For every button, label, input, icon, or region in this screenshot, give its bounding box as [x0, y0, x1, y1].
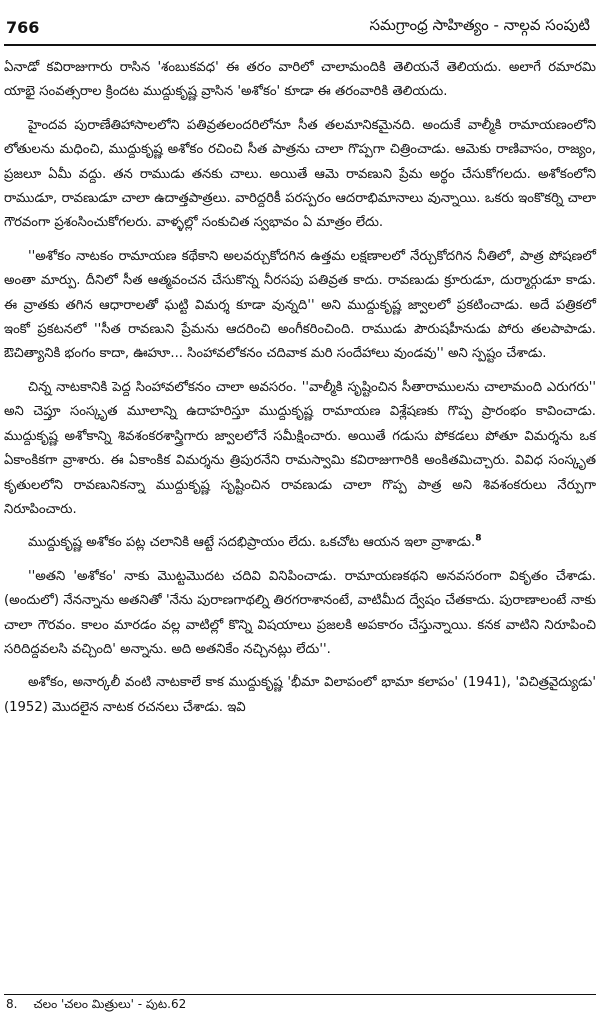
page-header [6, 14, 594, 40]
footnote-text: చలం 'చలం మిత్రులు' - పుట.62 [33, 997, 187, 1011]
footnote-reference: 8 [475, 533, 482, 544]
page-number: 766 [6, 17, 40, 37]
quoted-paragraph [4, 245, 596, 367]
body-text [4, 56, 596, 729]
paragraph [4, 376, 596, 522]
paragraph-text: ''అతని 'అశోకం' నాకు మొట్టమొదట చదివి వినిపించాడు. రామాయణకథని అనవసరంగా వికృతం చేశాడు. (అందులో) నేనన్నాను అతనితో 'నేను పురాణగాథల్ని తిరగరాశానంటే, వాటిమీద ద్వేషం చేతకాదు. పురాణాలంటే నాకు చాలా గౌరవం. కాలం మారడం వల్ల వాటిల్లో కొన్ని విషయాలు ప్రజలకి అపకారం చేస్తున్నాయి. కనక వాటిని నిరూపించి సరిదిద్దవలసి వచ్చింది' అన్నాను. అది అతనికేం నచ్చినట్లు లేదు''. [4, 568, 596, 657]
header-rule [4, 44, 596, 46]
quoted-paragraph [4, 565, 596, 663]
paragraph [4, 531, 596, 555]
footnote [6, 997, 594, 1014]
footnote-rule [4, 994, 596, 995]
paragraph [4, 114, 596, 236]
paragraph [4, 671, 596, 720]
paragraph-text: చిన్న నాటకానికి పెద్ద సింహావలోకనం చాలా అవసరం. ''వాల్మీకి సృష్టించిన సీతారాములను చాలామంది ఎరుగరు'' అని చెప్తూ సంస్కృత మూలాన్ని ఉదాహరిస్తూ ముద్దుకృష్ణ రామాయణ విశ్లేషణకు గొప్ప ప్రారంభం కావించాడు. ముద్దుకృష్ణ అశోకాన్ని శివశంకరశాస్త్రిగారు జ్వాలలోనే సమీక్షించారు. అయితే గడుసు పోకడలు పోతూ విమర్శను ఒక ఏకాంకికగా వ్రాశారు. ఈ ఏకాంకిక విమర్శను త్రిపురనేని రామస్వామి కవిరాజుగారికి అంకితమిచ్చారు. వివిధ సంస్కృత కృతులలోని రావణునికన్నా ముద్దుకృష్ణ సృష్టించిన రావణుడు చాలా గొప్ప పాత్ర అని శివశంకరులు నేర్పుగా నిరూపించారు. [4, 379, 596, 517]
paragraph-text: ముద్దుకృష్ణ అశోకం పట్ల చలానికి ఆట్టే సదభిప్రాయం లేదు. ఒకచోట ఆయన ఇలా వ్రాశాడు. [28, 535, 476, 551]
running-title: సమగ్రాంధ్ర సాహిత్యం - నాల్గవ సంపుటి [369, 16, 590, 34]
paragraph-text: అశోకం, అనార్కలీ వంటి నాటకాలే కాక ముద్దుకృష్ణ 'భీమా విలాపంలో భామా కలాపం' (1941), 'విచిత్రవైద్యుడు' (1952) మొదలైన నాటక రచనలు చేశాడు. ఇవి [4, 675, 596, 715]
paragraph-text: ''అశోకం నాటకం రామాయణ కథేకాని అలవర్చుకోదగిన ఉత్తమ లక్షణాలలో నేర్చుకోదగిన నీతిలో, పాత్ర పోషణలో అంతా మార్పు. దీనిలో సీత ఆత్మవంచన చేసుకొన్న నీరసపు పతివ్రత కాదు. రావణుడు క్రూరుడూ, దుర్మార్గుడూ కాడు. ఈ వ్రాతకు తగిన ఆధారాలతో ఘట్టి విమర్శ కూడా వున్నది'' అని ముద్దుకృష్ణ జ్వాలలో ప్రకటించాడు. అదే పత్రికలో ఇంకో ప్రకటనలో ''సీత రావణుని ప్రేమను ఆదరించి అంగీకరించింది. రాముడు పౌరుషహీనుడు పోరు తలపాపాడు. ఔచిత్యానికి భంగం కాదా, ఊహూ... సింహావలోకనం చదివాక మరి సందేహాలు వుండవు'' అని స్పష్టం చేశాడు. [4, 248, 596, 362]
paragraph-text: ఏనాడో కవిరాజుగారు రాసిన 'శంబుకవధ' ఈ తరం వారిలో చాలామందికి తెలియనే తెలియదు. అలాగే రమారమి యాభై సంవత్సరాల క్రిందట ముద్దుకృష్ణ వ్రాసిన 'అశోకం' కూడా ఈ తరంవారికి తెలియదు. [4, 60, 596, 100]
footnote-marker: 8. [6, 997, 18, 1011]
paragraph-text: హైందవ పురాణేతిహాసాలలోని పతివ్రతలందరిలోనూ సీత తలమానికమైనది. అందుకే వాల్మీకి రామాయణంలోని లోతులను మధించి, ముద్దుకృష్ణ అశోకం రచించి సీత పాత్రను చాలా గొప్పగా చిత్రించాడు. ఆమెకు రాణివాసం, రాజ్యం, ప్రజలూ ఏమీ వద్దు. తన రాముడు తనకు చాలు. అయితే ఆమె రావణుని ప్రేమ అర్థం చేసుకోగలదు. అశోకంలోని రాముడూ, రావణుడూ చాలా ఉదాత్తపాత్రలు. వారిద్దరికీ పరస్పరం ఆదరాభిమానాలు వున్నాయి. ఒకరు ఇంకొకర్ని చాలా గౌరవంగా ప్రశంసించుకోగలరు. వాళ్ళల్లో సంకుచిత స్వభావం ఏ మాత్రం లేదు. [4, 117, 596, 231]
paragraph [4, 56, 596, 105]
